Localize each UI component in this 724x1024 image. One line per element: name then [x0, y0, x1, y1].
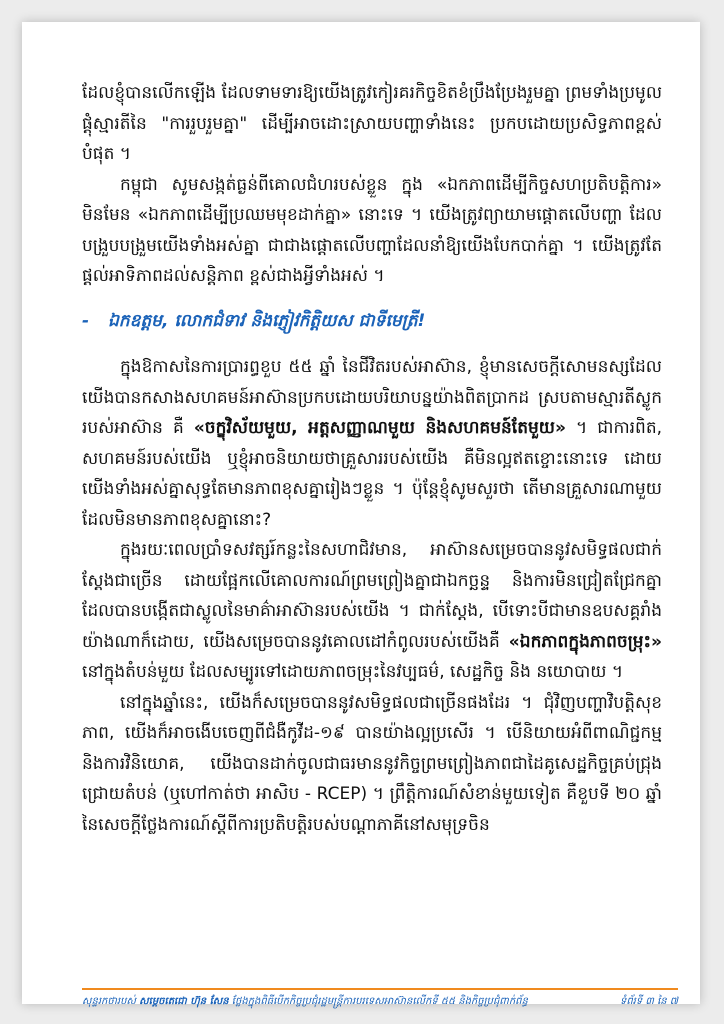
paragraph-4-text-a: ក្នុងរយៈពេលប្រាំទសវត្សរ៍កន្លះនៃសហាជិវមាន, អាស៊ានសម្រេចបាននូវសមិទ្ធផលជាក់ស្តែងជាច្រើន ដោយផ្អែកលើគោលការណ៍ព្រមព្រៀងគ្នាជាឯកច្ឆន្ទ និងការមិនជ្រៀតជ្រែកគ្នា ដែលបានបង្កើតជាស្លូលនៃមាគ៌ាអាស៊ានរបស់យើង ។ ជាក់ស្តែង, បើទោះបីជាមានឧបសគ្គរាំងយ៉ាងណាក៏ដោយ, យើងសម្រេចបាននូវគោលដៅកំពូលរបស់យើងគឺ — [82, 540, 662, 652]
footer-prefix: សុន្ទរកថារបស់ — [82, 996, 140, 1007]
footer-divider — [82, 988, 678, 990]
paragraph-3-text-b: ។ ជាការពិត, សហគមន៍របស់យើង ឬខ្ញុំអាចនិយាយថាគ្រួសាររបស់យើង គឺមិនល្អឥតខ្ចោះនោះទេ ដោយយើងទាំងអស់គ្នាសុទ្ធតែមានភាពខុសគ្នារៀងៗខ្លួន ។ ប៉ុន្តែខ្ញុំសូមសួរថា តើមានគ្រួសារណាមួយ ដែលមិនមានភាពខុសគ្នានោះ? — [82, 418, 663, 530]
section-heading — [82, 306, 662, 337]
paragraph-3-text-a: ក្នុងឱកាសនៃការប្រារព្ធខួប ៥៥ ឆ្នាំ នៃជីវិតរបស់អាស៊ាន, ខ្ញុំមានសេចក្តីសោមនស្សដែលយើងបានកសាងសហគមន៍អាស៊ានប្រកបដោយបរិយាបន្នយ៉ាងពិតប្រាកដ ស្របតាមស្មារតីស្លូករបស់អាស៊ាន គឺ — [82, 357, 662, 438]
document-body — [82, 78, 662, 840]
paragraph-4 — [82, 535, 662, 688]
heading-dash: - — [82, 310, 90, 331]
paragraph-3-quote: «ចក្ខុវិស័យមួយ, អត្តសញ្ញាណមួយ និងសហគមន៍តែមួយ» — [193, 418, 566, 438]
paragraph-3 — [82, 352, 662, 535]
heading-text: ឯកឧត្តម, លោកជំទាវ និងភ្ញៀវកិត្តិយស ជាទីមេត្រី! — [108, 310, 426, 331]
paragraph-4-quote: «ឯកភាពក្នុងភាពចម្រុះ» — [508, 631, 662, 652]
paragraph-2: កម្ពុជា សូមសង្កត់ធ្ងន់ពីគោលជំហរបស់ខ្លួន ក្នុង «ឯកភាពដើម្បីកិច្ចសហប្រតិបត្តិការ» មិនមែន «ឯកភាពដើម្បីប្រឈមមុខដាក់គ្នា» នោះទេ ។ យើងត្រូវព្យាយាមផ្តោតលើបញ្ហា ដែលបង្រួបបង្រួមយើងទាំងអស់គ្នា ជាជាងផ្តោតលើបញ្ហាដែលនាំឱ្យយើងបែកបាក់គ្នា ។ យើងត្រូវតែផ្តល់អាទិភាពដល់សន្តិភាព ខ្ពស់ជាងអ្វីទាំងអស់ ។ — [82, 174, 662, 286]
footer-event: ថ្លែងក្នុងពិធីបើកកិច្ចប្រជុំរដ្ឋមន្ត្រីការបរទេសអាស៊ានលើកទី ៥៥ និងកិច្ចប្រជុំពាក់ព័ន្ធ — [228, 996, 528, 1007]
paragraph-1: ដែលខ្ញុំបានលើកឡើង ដែលទាមទារឱ្យយើងត្រូវកៀរគរកិច្ចខិតខំប្រឹងប្រែងរួមគ្នា ព្រមទាំងប្រមូលផ្តុំស្មារតីនៃ "ការរួបរួមគ្នា" ដើម្បីអាចដោះស្រាយបញ្ហាទាំងនេះ ប្រកបដោយប្រសិទ្ធភាពខ្ពស់បំផុត ។ — [82, 83, 662, 164]
paragraph-5: នៅក្នុងឆ្នាំនេះ, យើងក៏សម្រេចបាននូវសមិទ្ធផលជាច្រើនផងដែរ ។ ជុំវិញបញ្ហាវិបត្តិសុខភាព, យើងក៏អាចងើបចេញពីជំងឺកូវីដ-១៩ បានយ៉ាងល្អប្រសើរ ។ បើនិយាយអំពីពាណិជ្ជកម្ម និងការវិនិយោគ, យើងបានដាក់ចូលជាធរមាននូវកិច្ចព្រមព្រៀងភាពជាដៃគូសេដ្ឋកិច្ចគ្រប់ជ្រុងជ្រោយតំបន់ (ឬហៅកាត់ថា អាសិប - RCEP) ។ ព្រឹត្តិការណ៍សំខាន់មួយទៀត គឺខួបទី ២០ ឆ្នាំនៃសេចក្តីថ្លែងការណ៍ស្តីពីការប្រតិបត្តិរបស់បណ្តាភាគីនៅសមុទ្រចិន — [82, 692, 662, 835]
page-number: ទំព័រទី ៣ នៃ ៧ — [619, 996, 678, 1007]
page-footer — [82, 994, 678, 1010]
document-page — [22, 22, 700, 1007]
footer-speaker: សម្តេចតេជោ ហ៊ុន សែន — [139, 996, 229, 1007]
paragraph-4-text-b: នៅក្នុងតំបន់មួយ ដែលសម្បូរទៅដោយភាពចម្រុះនៃវប្បធម៌, សេដ្ឋកិច្ច និង នយោបាយ ។ — [82, 662, 624, 682]
